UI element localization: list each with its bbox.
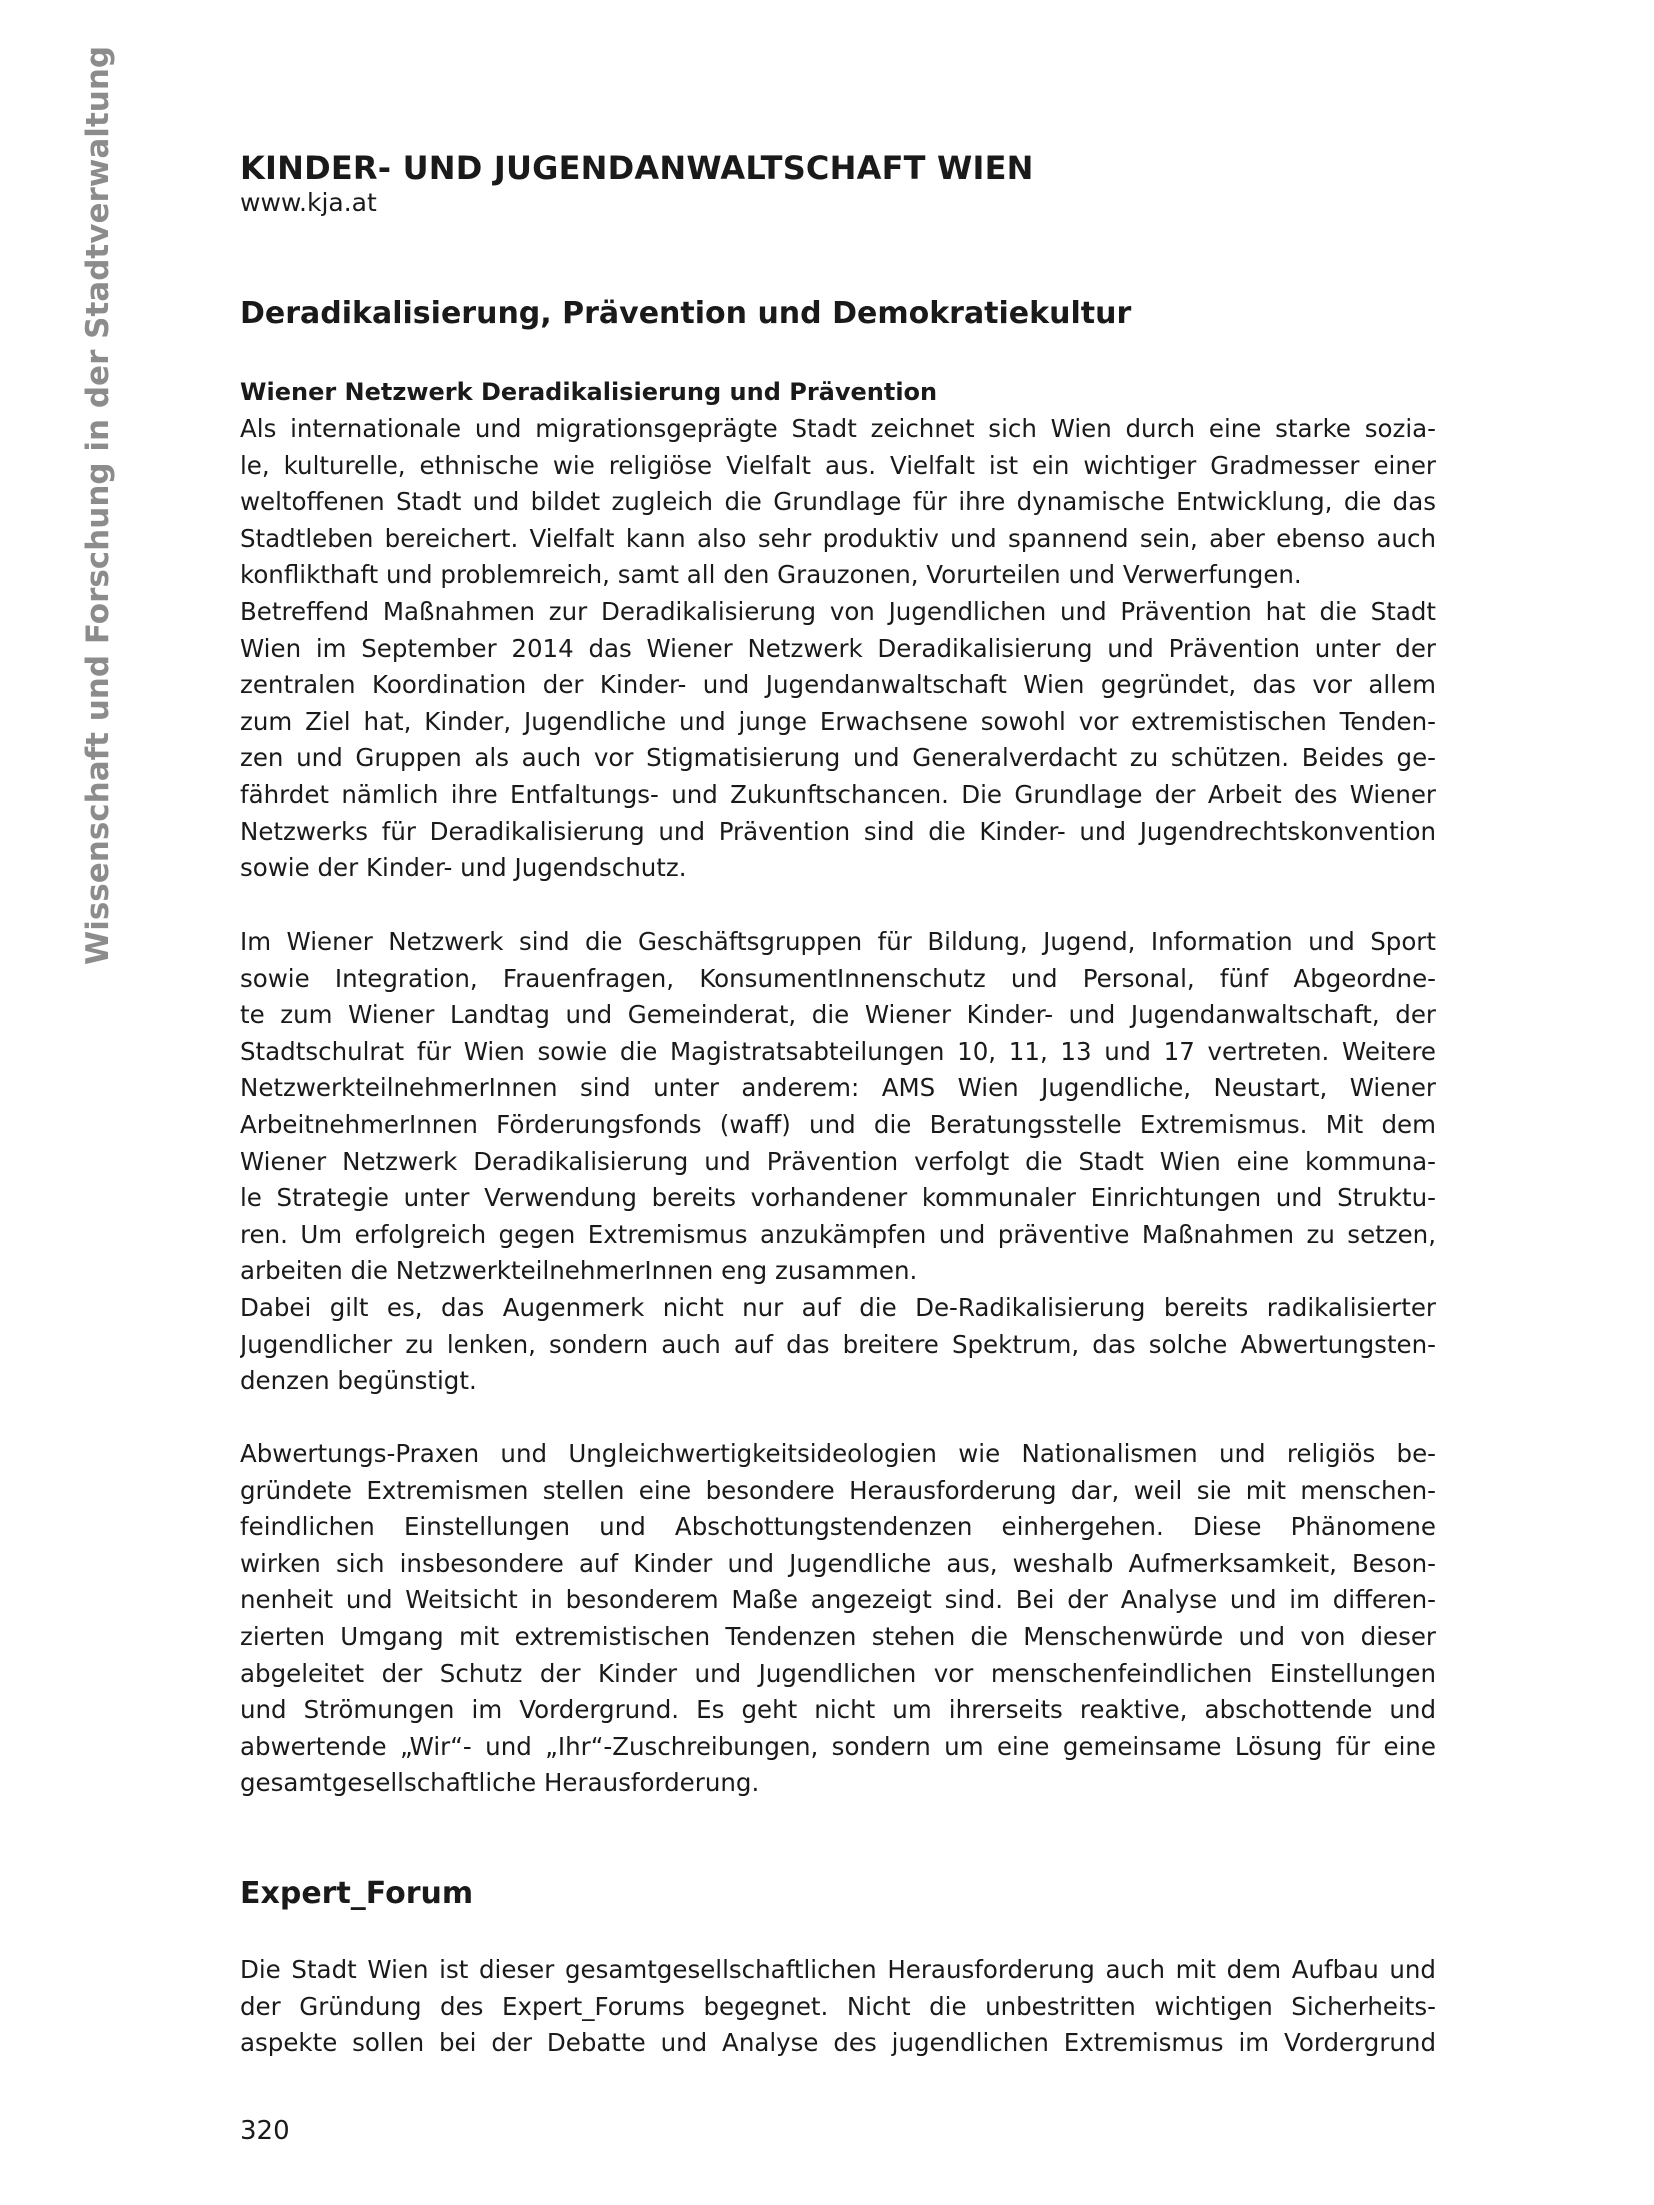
text-line: NetzwerkteilnehmerInnen sind unter anderem: AMS Wien Jugendliche, Neustart, Wiener (240, 1073, 1436, 1103)
text-line: Stadtschulrat für Wien sowie die Magistratsabteilungen 10, 11, 13 und 17 vertreten. Weitere (240, 1036, 1436, 1066)
side-running-title: Wissenschaft und Forschung in der Stadtverwaltung (80, 45, 116, 965)
text-line: aspekte sollen bei der Debatte und Analyse des jugendlichen Extremismus im Vordergrund (240, 2028, 1436, 2058)
section-heading-deradikalisierung: Deradikalisierung, Prävention und Demokratiekultur (240, 296, 1132, 331)
text-line: gesamtgesellschaftliche Herausforderung. (240, 1768, 760, 1798)
text-line: und Strömungen im Vordergrund. Es geht nicht um ihrerseits reaktive, abschottende und (240, 1695, 1436, 1725)
paragraph-netzwerk-mitglieder (240, 924, 1436, 1400)
text-line: zierten Umgang mit extremistischen Tendenzen stehen die Menschenwürde und von dieser (240, 1621, 1436, 1651)
text-line: abgeleitet der Schutz der Kinder und Jugendlichen vor menschenfeindlichen Einstellungen (240, 1658, 1436, 1688)
text-line: konflikthaft und problemreich, samt all den Grauzonen, Vorurteilen und Verwerfungen. (240, 560, 1302, 590)
text-line: le Strategie unter Verwendung bereits vorhandener kommunaler Einrichtungen und Struktu- (240, 1183, 1436, 1213)
text-line: te zum Wiener Landtag und Gemeinderat, die Wiener Kinder- und Jugendanwaltschaft, der (240, 1000, 1436, 1030)
text-line: nenheit und Weitsicht in besonderem Maße angezeigt sind. Bei der Analyse und im differen- (240, 1585, 1436, 1615)
organization-url[interactable]: www.kja.at (240, 188, 377, 217)
text-line: sowie Integration, Frauenfragen, KonsumentInnenschutz und Personal, fünf Abgeordne- (240, 963, 1436, 993)
text-line: der Gründung des Expert_Forums begegnet. Nicht die unbestritten wichtigen Sicherheits- (240, 1991, 1436, 2021)
text-line: Netzwerks für Deradikalisierung und Prävention sind die Kinder- und Jugendrechtskonvention (240, 816, 1436, 846)
text-line: wirken sich insbesondere auf Kinder und Jugendliche aus, weshalb Aufmerksamkeit, Beson- (240, 1548, 1436, 1578)
text-line: Im Wiener Netzwerk sind die Geschäftsgruppen für Bildung, Jugend, Information und Sport (240, 927, 1436, 956)
text-line: zentralen Koordination der Kinder- und Jugendanwaltschaft Wien gegründet, das vor allem (240, 670, 1436, 700)
text-line: gründete Extremismen stellen eine besondere Herausforderung dar, weil sie mit menschen- (240, 1475, 1436, 1505)
text-line: Als internationale und migrationsgeprägte Stadt zeichnet sich Wien durch eine starke sozia- (240, 414, 1436, 443)
section-heading-expert-forum: Expert_Forum (240, 1876, 474, 1911)
paragraph-expert-forum (240, 1952, 1436, 2062)
text-line: fährdet nämlich ihre Entfaltungs- und Zukunftschancen. Die Grundlage der Arbeit des Wiener (240, 779, 1436, 809)
subheading-wiener-netzwerk: Wiener Netzwerk Deradikalisierung und Prävention (240, 378, 938, 406)
text-line: Stadtleben bereichert. Vielfalt kann also sehr produktiv und spannend sein, aber ebenso auch (240, 523, 1436, 553)
text-line: arbeiten die NetzwerkteilnehmerInnen eng zusammen. (240, 1256, 918, 1286)
text-line: Dabei gilt es, das Augenmerk nicht nur auf die De-Radikalisierung bereits radikalisierter (240, 1292, 1436, 1322)
text-line: feindlichen Einstellungen und Abschottungstendenzen einhergehen. Diese Phänomene (240, 1512, 1436, 1542)
text-line: denzen begünstigt. (240, 1366, 477, 1396)
text-line: ren. Um erfolgreich gegen Extremismus anzukämpfen und präventive Maßnahmen zu setzen, (240, 1219, 1436, 1249)
text-line: zum Ziel hat, Kinder, Jugendliche und junge Erwachsene sowohl vor extremistischen Tenden- (240, 706, 1436, 736)
text-line: Abwertungs-Praxen und Ungleichwertigkeitsideologien wie Nationalismen und religiös be- (240, 1439, 1436, 1468)
text-line: Die Stadt Wien ist dieser gesamtgesellschaftlichen Herausforderung auch mit dem Aufbau und (240, 1955, 1436, 1984)
organization-title: KINDER- UND JUGENDANWALTSCHAFT WIEN (240, 149, 1034, 187)
text-line: Wien im September 2014 das Wiener Netzwerk Deradikalisierung und Prävention unter der (240, 633, 1436, 663)
text-line: sowie der Kinder- und Jugendschutz. (240, 853, 687, 883)
text-line: Jugendlicher zu lenken, sondern auch auf das breitere Spektrum, das solche Abwertungsten- (240, 1329, 1436, 1359)
text-line: le, kulturelle, ethnische wie religiöse Vielfalt aus. Vielfalt ist ein wichtiger Gradmesser einer (240, 450, 1436, 480)
text-line: ArbeitnehmerInnen Förderungsfonds (waff) und die Beratungsstelle Extremismus. Mit dem (240, 1109, 1436, 1139)
text-line: weltoffenen Stadt und bildet zugleich die Grundlage für ihre dynamische Entwicklung, die das (240, 487, 1436, 517)
paragraph-intro (240, 411, 1436, 887)
text-line: zen und Gruppen als auch vor Stigmatisierung und Generalverdacht zu schützen. Beides ge- (240, 743, 1436, 773)
text-line: Betreffend Maßnahmen zur Deradikalisierung von Jugendlichen und Prävention hat die Stadt (240, 596, 1436, 626)
page-number: 320 (240, 2116, 290, 2146)
text-line: abwertende „Wir“- und „Ihr“-Zuschreibungen, sondern um eine gemeinsame Lösung für eine (240, 1731, 1436, 1761)
paragraph-abwertungs-praxen (240, 1436, 1436, 1802)
text-line: Wiener Netzwerk Deradikalisierung und Prävention verfolgt die Stadt Wien eine kommuna- (240, 1146, 1436, 1176)
